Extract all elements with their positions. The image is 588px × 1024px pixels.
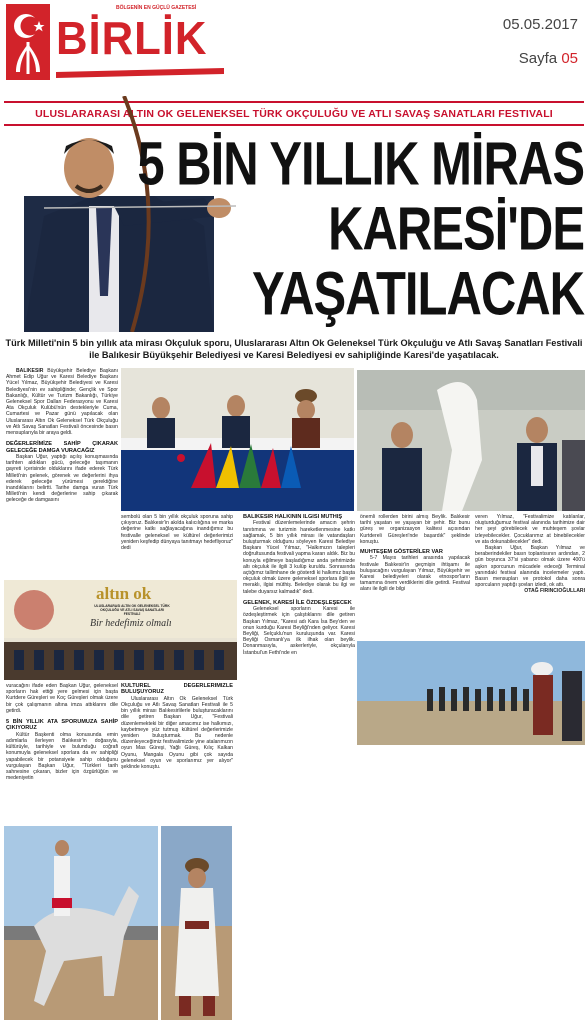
horse-photo xyxy=(357,370,585,511)
col4-subheading: MUHTEŞEM GÖSTERİLER VAR xyxy=(360,549,443,556)
masthead xyxy=(6,4,224,82)
col5-paragraph-1: veren Yılmaz, "Festivalimize katılanlar, oluşturduğumuz festival alanında tarihimize dair her şeyi görebilecek ve muhteşem şovlar izleyebilecekler. Çocuklarımız at binebilecekler ve ata dokunabilecekler" dedi. xyxy=(475,514,585,545)
author-signature: OTAĞ FIRINCIOĞULLARI xyxy=(524,588,585,595)
headline-line-3: YAŞATILACAK xyxy=(251,260,584,329)
horse-rider-photo xyxy=(4,826,158,1020)
costume-performer-photo xyxy=(161,826,232,1020)
page-indicator xyxy=(519,50,578,67)
col1-paragraph-4: Kültür Başkenti olma konusunda emin adımlarla ilerleyen Balıkesir'in doğasıyla, kültürüyle, tarihiyle ve bulunduğu coğrafi konumuyla geleneksel sporlara da ev sahipliği yapabilecek bir potansiyele sahip olduğunu vurgulayan Başkan Uğur, "Türkleri tarih sahnesine çıkaran, bizler için özgürlüğün ve medeniyetin xyxy=(6,731,118,782)
headline-line-2: KARESİ'DE xyxy=(328,195,584,264)
col2-subheading: KÜLTÜREL DEĞERLERİMİZLE BULUŞUYORUZ xyxy=(121,683,233,696)
col3-paragraph-1: Festival düzenlemelerinde amacın şehrin tanıtımına ve turizmin hareketlenmesine katkı sağlamak, 5 bin yıllık mirası ile vatandaşları buluşturmak olduğunu söyleyen Karesi Belediye Başkanı Yücel Yılmaz, "Halkımızın talepleri doğrultusunda festivali yapma kararı aldık. Biz bu konuyla eğilmeye başladığımız anda şehrimizde altı okçuluk ile ilgili 3 kulüp kuruldu. Sonrasında açtığımız tallimhane de gösterdi ki halkımız başta okçuluk olmak üzere geleneksel sporlara ilgili ve meraklı, ilgisi müthiş. Belediye olarak bu ilgi ve talebe duyarsız kalmadık" dedi. xyxy=(243,520,355,595)
festival-stage-photo xyxy=(4,580,237,680)
stage-banner-subtitle: ULUSLARARASI ALTIN OK GELENEKSEL TÜRK OKÇULUĞU VE ATLI SAVAŞ SANATLARI FESTİVALİ xyxy=(94,604,170,616)
stage-banner-title: altın ok xyxy=(96,584,152,603)
newspaper-logo xyxy=(6,4,50,80)
col1-subheading-2: 5 BİN YILLIK ATA SPORUMUZA SAHİP ÇIKIYORUZ xyxy=(6,719,118,732)
press-conference-photo xyxy=(121,368,354,511)
col1-paragraph-3: vuracağını ifade eden Başkan Uğur, geleneksel sporların hak ettiği yere gelmesi için başta Kurtdere Güreşleri ve Koç Güreşleri olmak üzere bir çok çalışmanın altına imza attıklarını dile getirdi. xyxy=(6,683,118,714)
col2-paragraph-1: sembolü olan 5 bin yıllık okçuluk sporuna sahip çıkıyoruz. Balıkesir'in akılda kalıcılığına ve marka değerine katkı sağlayacağına inandığımız bu festivalle geleneksel ve kültürel değerlerimizi yeniden keşfedip dünyaya tanıtmayı hedefliyoruz" dedi xyxy=(121,514,233,552)
lead-paragraph: Türk Milleti'nin 5 bin yıllık ata mirası Okçuluk sporu, Uluslararası Altın Ok Geleneksel Türk Okçuluğu ve Atlı Savaş Sanatları Festivali ile Balıkesir Büyükşehir Belediyesi ve Karesi Belediyesi ev sahipliğinde Karesi'de yaşatılacak. xyxy=(5,338,583,360)
col2-text-top xyxy=(121,514,233,576)
col4-text xyxy=(360,514,470,636)
masthead-underline xyxy=(56,68,224,78)
crescent-star-icon xyxy=(6,4,50,80)
col1-text-bottom xyxy=(6,683,118,823)
masthead-name: BİRLİK xyxy=(56,12,208,64)
masthead-tagline: BÖLGENİN EN GÜÇLÜ GAZETESİ xyxy=(116,5,197,11)
headline-line-1: 5 BİN YILLIK MİRAS xyxy=(137,130,584,199)
col4-paragraph-1: önemli rollerden birini almış Beylik. Balıkesir tarihi yaşatan ve yaşayan bir şehir. Biz bunu güreş ve organizasyon kalitesi açısından Kurtdereli Güreşleri'nde başardık" şeklinde konuştu. xyxy=(360,514,470,545)
col3-paragraph-2: Geleneksel sporların Karesi ile özdeşleştirmek için çalıştıklarını dile getiren Başkan Yılmaz, "Karesi adı Kara İsa Bey'den ve onun kurduğu Karesi Beyliği'nden geliyor. Karesi Beyliği, Selçuklu'nun kuruluşunda var. Karesi Beyliği Osmanlı'ya ilk ilhak olan beylik. Donanmasıyla, askerleriyle, okçularıyla İstanbul'un Fethi'nde en xyxy=(243,606,355,656)
col4-paragraph-2: 5-7 Mayıs tarihleri arasında yapılacak festivale Balıkesir'in geçmişin ihtişamı ile buluşacağını vurgulayan Yılmaz, Büyükşehir ve Karesi belediyeleri olarak etnospor'ların tamamına önem verdiklerini dile getirdi. Festival alanı ile ilgili de bilgi xyxy=(360,555,470,593)
col3-subheading-1: BALIKESİR HALKININ İLGİSİ MÜTHİŞ xyxy=(243,514,343,520)
issue-date: 05.05.2017 xyxy=(502,16,578,33)
col1-paragraph-2: Başkan Uğur, yaptığı açılış konuşmasında tarihten aldıkları gücü, geleceğe taşımanın gayreti içerisinde olduklarını ifade ederek Türk Milleti'nin gelenek, görenek ve değerlerini ihya ederek geleceğe yürümesi gerektiğine inandıklarını belirtti. Tarihe damga vuran Türk Milleti'nin kendi değerlerine sahip çıkarak geleceğe de damgasını xyxy=(6,454,118,504)
col5-paragraph-2: Başkan Uğur, Başkan Yılmaz ve beraberindekiler basın toplantısının ardından, 2 gün boyunca 37'si yabancı olmak üzere 400'ü aşkın sporcunun mücadele edeceği Terminal yanındaki festival alanında incelemeler yaptı. Basın mensupları ve protokol daha sonra sporcuların yaptığı şovları izledi, ok attı. xyxy=(475,545,585,589)
col1-lead-word: BALIKESİR xyxy=(16,368,44,374)
stage-banner-slogan: Bir hedefimiz olmalı xyxy=(90,618,172,629)
col1-paragraph-1: Büyükşehir Belediye Başkanı Ahmet Edip Uğur ve Karesi Belediye Başkanı Yücel Yılmaz, Büyükşehir Belediyesi ve Karesi Belediyesi'nin ev sahipliğinde; Gençlik ve Spor Bakanlığı, Kültür ve Turizm Bakanlığı, Türkiye Geleneksel Spor Dalları Federasyonu ve Karesi Ata Okçuluk Kulübü'nün destekleriyle Cuma, Cumartesi ve Pazar günü yapılacak olan Uluslararası Altın Ok Geleneksel Türk Okçuluğu ve Atlı Savaş Sanatları Festivali öncesinde basın mensuplarıyla bir araya geldi. xyxy=(6,368,118,437)
col1-subheading-1: DEĞERLERİMİZE SAHİP ÇIKARAK GELECEĞE DAMGA VURACAĞIZ xyxy=(6,441,118,454)
page-label: Sayfa xyxy=(518,50,558,67)
col3-text xyxy=(243,514,355,954)
page-number: 05 xyxy=(561,50,578,67)
festival-field-photo xyxy=(357,641,585,745)
col5-text xyxy=(475,514,585,636)
col2-text-bottom xyxy=(121,683,233,823)
headline xyxy=(120,130,584,329)
festival-banner-text: ULUSLARARASI ALTIN OK GELENEKSEL TÜRK OKÇULUĞU VE ATLI SAVAŞ SANATLARI FESTIVALI xyxy=(35,107,553,120)
col2-paragraph-2: Uluslararası Altın Ok Geleneksel Türk Okçuluğu ve Atlı Savaş Sanatları Festivali ile 5 bin yıllık mirası Balıkesirlilerle buluşturacaklarını dile getiren Başkan Uğur, "Festivali düzenlemekteki bir diğer amacımız ise halkımızı, kaybetmeye yüz tutmuş kültürel değerlerimizle yeniden buluşturmak. Bu nedenle düzenleyeceğimiz festivalimizde yine atalarımızın oyun Mas Güreşi, Yağlı Güreş, Kılıç Kalkan Oyunu, Mangala Oyunu gibi çok sayıda geleneksel oyun ve sporlarımız yer alıyor" şeklinde konuştu. xyxy=(121,695,233,771)
col3-subheading-2: GELENEK, KARESİ İLE ÖZDEŞLEŞECEK xyxy=(243,599,352,606)
